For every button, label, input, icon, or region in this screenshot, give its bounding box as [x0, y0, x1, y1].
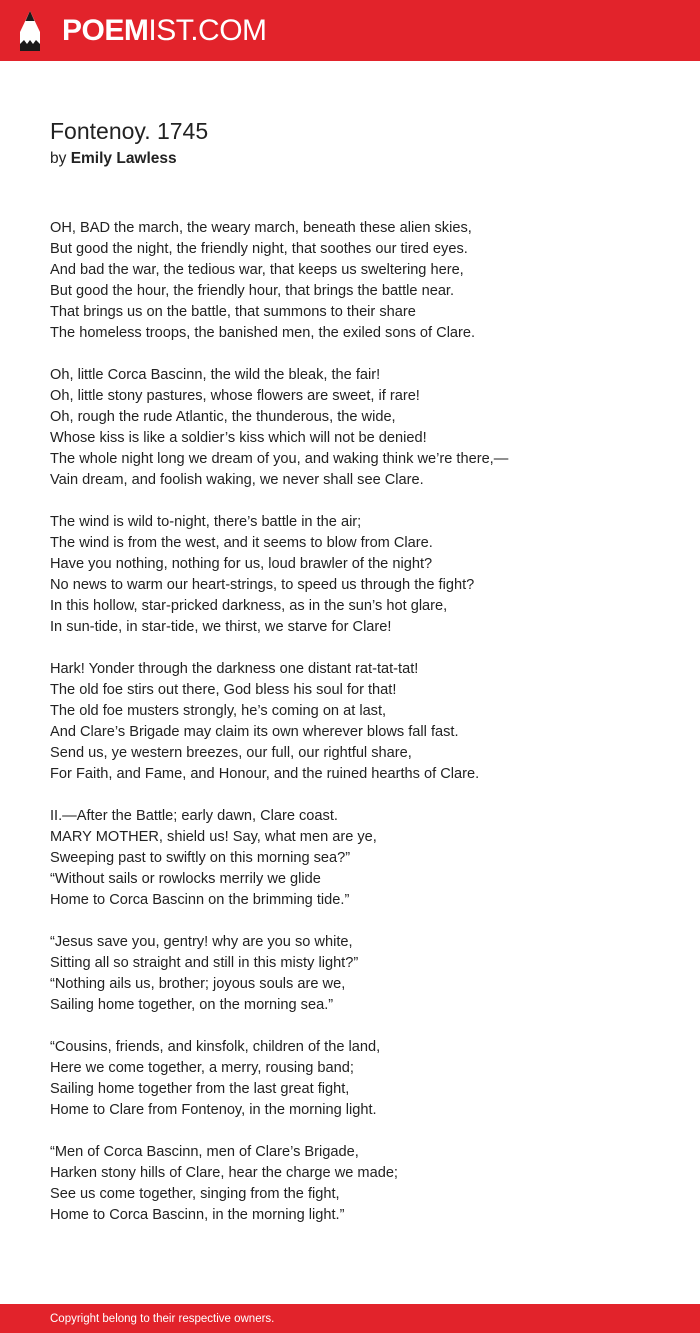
- poem-line: The whole night long we dream of you, and waking think we’re there,—: [50, 451, 509, 467]
- pencil-tip-icon: [18, 10, 42, 52]
- poem-line: The old foe musters strongly, he’s coming on at last,: [50, 703, 387, 719]
- poem-line: See us come together, singing from the fight,: [50, 1186, 340, 1202]
- poem-line: Oh, rough the rude Atlantic, the thunderous, the wide,: [50, 409, 396, 425]
- poem-line: “Without sails or rowlocks merrily we glide: [50, 871, 321, 887]
- poem-line: That brings us on the battle, that summons to their share: [50, 304, 416, 320]
- poem-line: Home to Corca Bascinn, in the morning light.”: [50, 1207, 345, 1223]
- poem-line: Send us, ye western breezes, our full, our rightful share,: [50, 745, 412, 761]
- poem-title: Fontenoy. 1745: [50, 118, 209, 144]
- poem-line: The homeless troops, the banished men, the exiled sons of Clare.: [50, 325, 476, 341]
- poem-line: OH, BAD the march, the weary march, beneath these alien skies,: [50, 220, 472, 236]
- poem-line: Here we come together, a merry, rousing band;: [50, 1060, 354, 1076]
- logo-bold-text: POEM: [62, 14, 149, 47]
- byline: [50, 148, 177, 170]
- poem-line: “Jesus save you, gentry! why are you so white,: [50, 934, 353, 950]
- stanza: [50, 218, 690, 344]
- poem-line: Home to Corca Bascinn on the brimming tide.”: [50, 892, 350, 908]
- stanza: [50, 512, 690, 638]
- stanza: [50, 1142, 690, 1226]
- poem-line: MARY MOTHER, shield us! Say, what men are ye,: [50, 829, 377, 845]
- poem-line: Sailing home together, on the morning sea.”: [50, 997, 334, 1013]
- poem-line: “Men of Corca Bascinn, men of Clare’s Brigade,: [50, 1144, 359, 1160]
- site-footer: [0, 1304, 700, 1333]
- poem-line: Have you nothing, nothing for us, loud brawler of the night?: [50, 556, 433, 572]
- poem-line: In this hollow, star-pricked darkness, as in the sun’s hot glare,: [50, 598, 448, 614]
- logo-light-text: IST.COM: [148, 14, 267, 47]
- poem-line: The old foe stirs out there, God bless his soul for that!: [50, 682, 397, 698]
- poem-line: Vain dream, and foolish waking, we never shall see Clare.: [50, 472, 424, 488]
- copyright-text: Copyright belong to their respective owners.: [50, 1313, 275, 1325]
- poem-line: Sitting all so straight and still in this misty light?”: [50, 955, 359, 971]
- poem-line: Home to Clare from Fontenoy, in the morning light.: [50, 1102, 377, 1118]
- poem-line: Sweeping past to swiftly on this morning sea?”: [50, 850, 351, 866]
- poem-line: No news to warm our heart-strings, to speed us through the fight?: [50, 577, 475, 593]
- poem-line: But good the night, the friendly night, that soothes our tired eyes.: [50, 241, 468, 257]
- stanza: [50, 806, 690, 911]
- site-logo[interactable]: [62, 13, 267, 49]
- poem-line: II.—After the Battle; early dawn, Clare coast.: [50, 808, 338, 824]
- poem-line: The wind is from the west, and it seems to blow from Clare.: [50, 535, 433, 551]
- author-name: Emily Lawless: [70, 150, 177, 167]
- poem-body: [50, 218, 690, 1247]
- poem-line: In sun-tide, in star-tide, we thirst, we starve for Clare!: [50, 619, 392, 635]
- poem-line: But good the hour, the friendly hour, that brings the battle near.: [50, 283, 455, 299]
- by-label: by: [50, 150, 67, 167]
- poem-line: Sailing home together from the last great fight,: [50, 1081, 350, 1097]
- poem-line: Harken stony hills of Clare, hear the charge we made;: [50, 1165, 398, 1181]
- poem-line: “Cousins, friends, and kinsfolk, children of the land,: [50, 1039, 381, 1055]
- poem-line: The wind is wild to-night, there’s battle in the air;: [50, 514, 362, 530]
- poem-line: Whose kiss is like a soldier’s kiss which will not be denied!: [50, 430, 427, 446]
- stanza: [50, 1037, 690, 1121]
- poem-line: And bad the war, the tedious war, that keeps us sweltering here,: [50, 262, 464, 278]
- poem-line: Hark! Yonder through the darkness one distant rat-tat-tat!: [50, 661, 419, 677]
- stanza: [50, 932, 690, 1016]
- stanza: [50, 659, 690, 785]
- poem-line: And Clare’s Brigade may claim its own wherever blows fall fast.: [50, 724, 459, 740]
- poem-line: Oh, little Corca Bascinn, the wild the bleak, the fair!: [50, 367, 381, 383]
- stanza: [50, 365, 690, 491]
- poem-line: Oh, little stony pastures, whose flowers are sweet, if rare!: [50, 388, 420, 404]
- poem-line: “Nothing ails us, brother; joyous souls are we,: [50, 976, 346, 992]
- poem-line: For Faith, and Fame, and Honour, and the ruined hearths of Clare.: [50, 766, 480, 782]
- site-header: [0, 0, 700, 61]
